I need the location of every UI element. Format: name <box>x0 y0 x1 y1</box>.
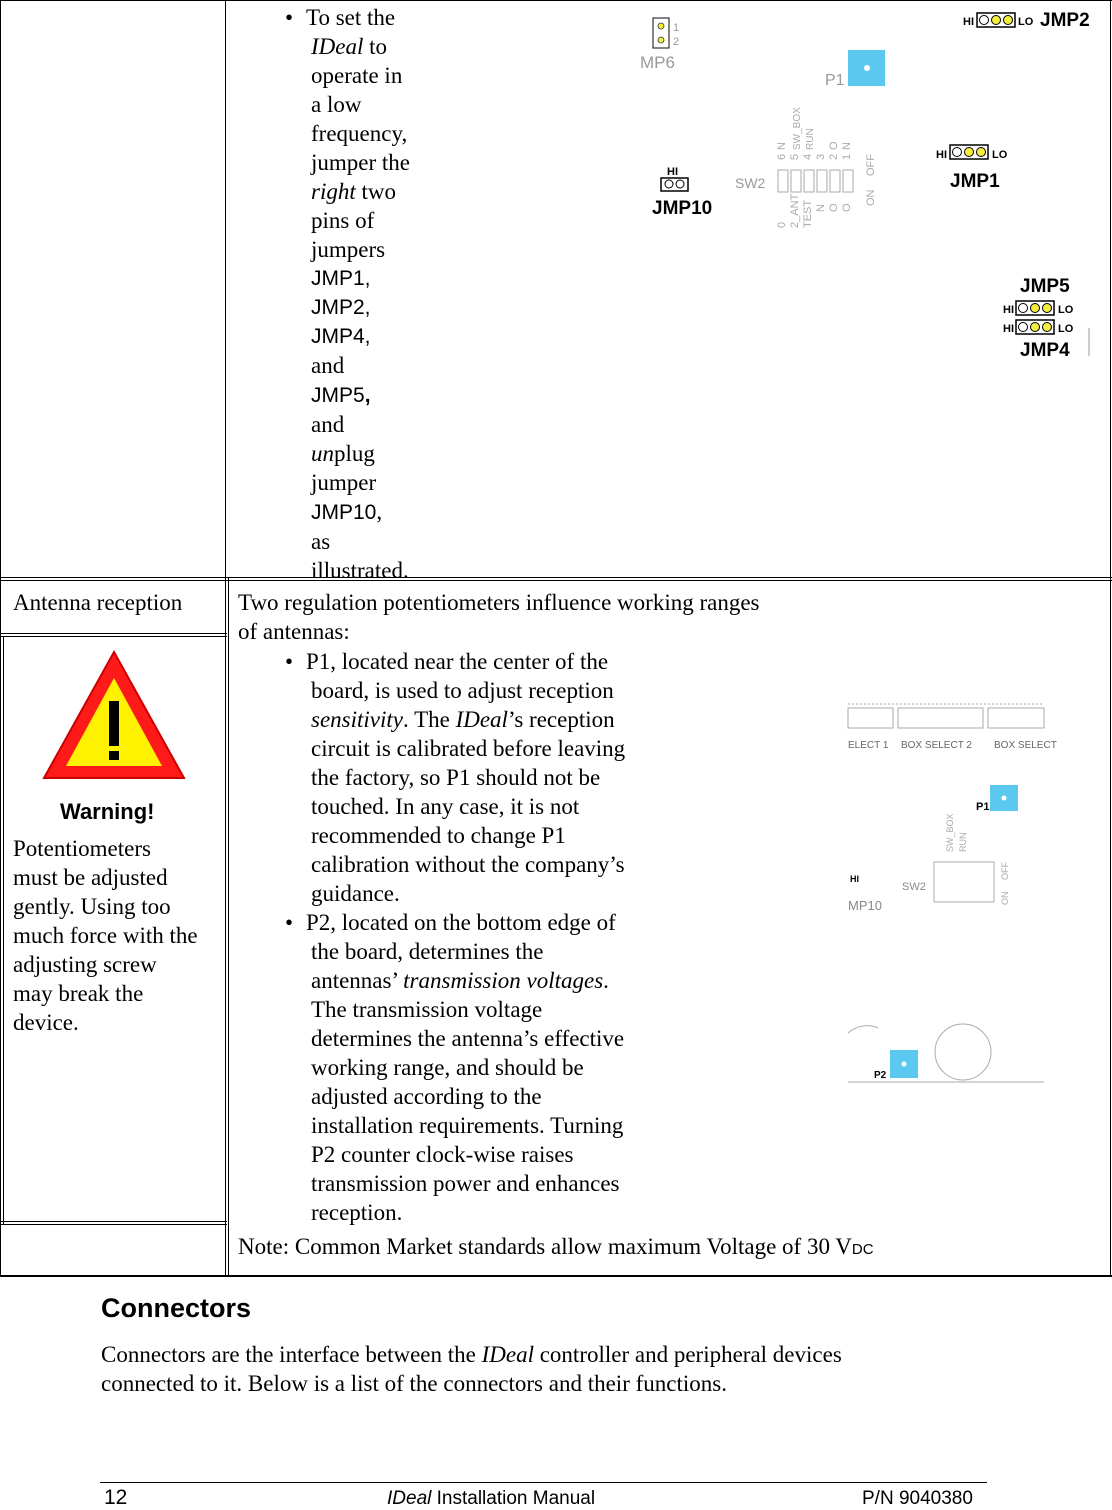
svg-text:SW_BOX: SW_BOX <box>945 813 955 852</box>
svg-text:O: O <box>841 203 853 212</box>
svg-text:P1: P1 <box>976 801 990 813</box>
svg-text:ON: ON <box>865 189 877 206</box>
warning-box-bottom <box>0 1221 227 1222</box>
antenna-reception-label: Antenna reception <box>13 590 183 615</box>
bullet-item: • To set the <box>311 3 431 32</box>
jmp6-jumper <box>640 18 679 72</box>
voltage-note: Note: Common Market standards allow maximum Voltage of 30 VDC <box>238 1234 874 1259</box>
footer-rule <box>100 1482 987 1483</box>
svg-text:N: N <box>776 142 788 150</box>
svg-text:1: 1 <box>841 153 853 160</box>
svg-text:SW_BOX: SW_BOX <box>792 107 803 150</box>
svg-text:6: 6 <box>776 153 788 160</box>
warning-box-top <box>0 636 227 637</box>
svg-text:N: N <box>815 204 827 212</box>
svg-text:ELECT 1: ELECT 1 <box>848 740 889 751</box>
table-right-border <box>1110 0 1111 1277</box>
jumper-instructions: • To set the IDeal to operate in a low frequency, jumper the right two pins of jumpers JMP1, JMP2, JMP4, and JMP5, and unplug jumper JMP10, as illustrated. <box>311 3 431 585</box>
jmp10-jumper <box>652 166 712 219</box>
svg-text:BOX SELECT: BOX SELECT <box>994 740 1057 751</box>
p1-description: • P1, located near the center of the board, is used to adjust reception sensitivity. The IDeal’s reception circuit is calibrated before leaving the factory, so P1 should not be touched. In any case, it is not recommended to change P1 calibration without the company’s guidance. <box>311 647 671 908</box>
svg-text:P1: P1 <box>825 72 845 89</box>
table-col-divider-2 <box>228 578 229 1277</box>
warning-box-bottom-2 <box>0 1224 227 1225</box>
p2-description: • P2, located on the bottom edge of the board, determines the antennas’ transmission voltages. The transmission voltage determines the antenna’s effective working range, and should be adjusted according to the installation requirements. Turning P2 counter clock-wise raises transmission power and enhances reception. <box>311 908 671 1227</box>
svg-text:MP6: MP6 <box>640 53 675 72</box>
warning-title: Warning! <box>60 799 155 824</box>
svg-text:JMP5: JMP5 <box>1020 276 1070 297</box>
svg-text:ON: ON <box>1000 891 1010 905</box>
row-divider-2 <box>0 580 1112 581</box>
bullet-item: • P1, located near the center of the <box>311 647 671 676</box>
svg-text:HI: HI <box>963 16 974 28</box>
sw2-block <box>848 813 1010 913</box>
warning-box-left <box>3 636 4 1224</box>
svg-text:JMP2: JMP2 <box>1040 10 1090 31</box>
svg-text:HI: HI <box>850 874 859 884</box>
dip-switch-block <box>735 107 877 228</box>
manual-title: IDeal Installation Manual <box>387 1488 596 1509</box>
svg-text:2: 2 <box>673 36 680 48</box>
page-number: 12 <box>104 1486 128 1509</box>
svg-text:JMP1: JMP1 <box>950 171 1000 192</box>
jmp5-jmp4-jumpers <box>1003 276 1089 361</box>
svg-text:RUN: RUN <box>958 832 968 852</box>
svg-text:SW2: SW2 <box>902 881 926 893</box>
section-heading: Connectors <box>101 1293 252 1323</box>
part-number: P/N 9040380 <box>862 1488 973 1509</box>
p2-potentiometer <box>848 1024 1044 1082</box>
svg-text:5: 5 <box>789 153 801 160</box>
svg-text:LO: LO <box>1058 304 1074 316</box>
warning-text: Potentiometers must be adjusted gently. Using too much force with the adjusting screw may break the device. <box>13 836 198 1035</box>
svg-text:SW2: SW2 <box>735 175 766 191</box>
svg-text:P2: P2 <box>874 1070 887 1081</box>
svg-text:N: N <box>841 142 853 150</box>
p1-potentiometer <box>976 785 1018 813</box>
svg-text:JMP10: JMP10 <box>652 198 713 219</box>
svg-text:LO: LO <box>992 149 1008 161</box>
svg-text:TEST: TEST <box>802 199 814 228</box>
svg-text:LO: LO <box>1018 16 1034 28</box>
svg-text:OFF: OFF <box>865 154 877 176</box>
row-divider <box>0 577 1112 578</box>
warning-triangle-icon <box>40 648 188 782</box>
bullet-item: • P2, located on the bottom edge of <box>311 908 671 937</box>
svg-text:OFF: OFF <box>1000 862 1010 880</box>
svg-text:2: 2 <box>828 153 840 160</box>
svg-text:2_ANT: 2_ANT <box>789 193 801 228</box>
table-bottom-border <box>0 1275 1112 1277</box>
svg-text:O: O <box>828 203 840 212</box>
section-body: Connectors are the interface between the IDeal controller and peripheral devices connected to it. Below is a list of the connectors and their functions. <box>101 1342 842 1396</box>
svg-text:O: O <box>828 141 840 150</box>
jmp1-jumper <box>936 145 1008 192</box>
svg-text:HI: HI <box>1003 304 1014 316</box>
svg-text:3: 3 <box>815 153 827 160</box>
table-left-border <box>0 0 1 1277</box>
board-potentiometer-diagram <box>848 700 1057 1085</box>
p1-potentiometer <box>825 50 885 89</box>
svg-text:HI: HI <box>936 149 947 161</box>
jmp2-jumper <box>963 10 1090 31</box>
svg-text:HI: HI <box>1003 323 1014 335</box>
box-select-connectors <box>848 704 1057 751</box>
svg-text:1: 1 <box>673 22 680 34</box>
svg-text:4: 4 <box>802 153 814 160</box>
svg-text:JMP4: JMP4 <box>1020 340 1070 361</box>
svg-text:RUN: RUN <box>805 128 816 150</box>
label-cell-bottom <box>0 633 227 634</box>
svg-text:HI: HI <box>667 166 678 178</box>
board-jumper-diagram <box>620 0 1100 370</box>
svg-text:LO: LO <box>1058 323 1074 335</box>
svg-text:MP10: MP10 <box>848 898 882 913</box>
potentiometer-intro: Two regulation potentiometers influence working ranges of antennas: <box>238 590 760 644</box>
svg-text:BOX SELECT 2: BOX SELECT 2 <box>901 740 972 751</box>
svg-text:0: 0 <box>776 221 788 228</box>
table-col-divider <box>225 0 226 1277</box>
